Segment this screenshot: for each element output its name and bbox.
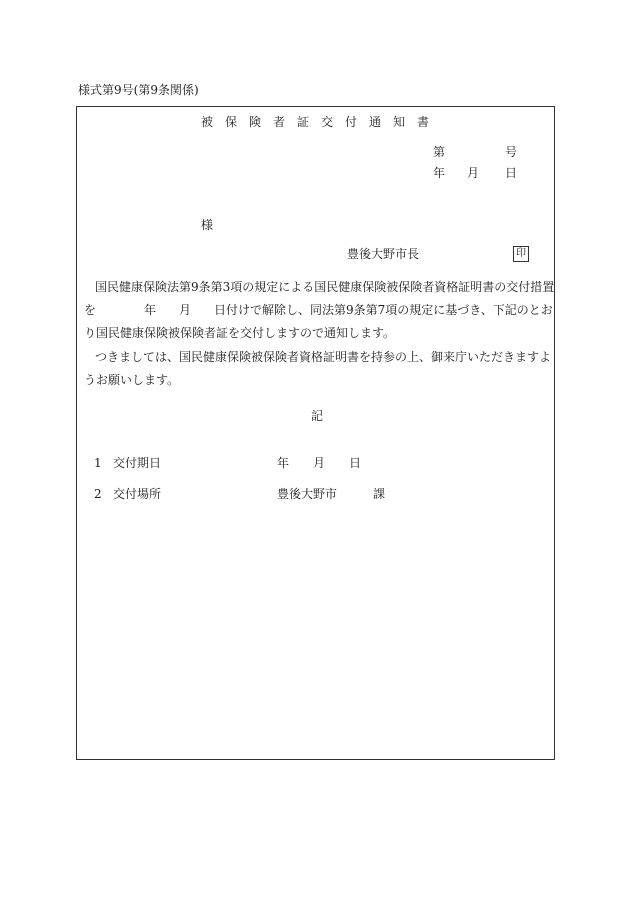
addressee-suffix: 様 (201, 218, 214, 232)
date-year: 年 (433, 166, 446, 180)
body-paragraph-2-line-1: つきましては、国民健康保険被保険者資格証明書を持参の上、御来庁いただきますよ (95, 350, 552, 364)
form-number-label: 様式第9号(第9条関係) (78, 83, 199, 97)
document-title: 被保険者証交付通知書 (201, 115, 442, 129)
item-1-month: 月 (313, 456, 326, 470)
body-paragraph-1-line-3: り国民健康保険被保険者証を交付しますので通知します。 (84, 326, 396, 340)
body-paragraph-2-line-2: うお願いします。 (84, 373, 180, 387)
seal-mark: 印 (513, 246, 529, 262)
item-1-year: 年 (277, 456, 290, 470)
item-1-label: 交付期日 (113, 456, 162, 470)
document-frame (76, 106, 555, 760)
date-day: 日 (505, 166, 518, 180)
ki-heading: 記 (311, 409, 324, 423)
item-2-number: 2 (94, 487, 102, 501)
item-1-day: 日 (349, 456, 362, 470)
body-paragraph-1-year: 年 (144, 303, 157, 317)
body-paragraph-1-line-1: 国民健康保険法第9条第3項の規定による国民健康保険被保険者資格証明書の交付措置 (95, 280, 555, 294)
body-paragraph-1-line-2-rest: 日付けで解除し、同法第9条第7項の規定に基づき、下記のとお (214, 303, 553, 317)
date-month: 月 (467, 166, 480, 180)
item-2-city: 豊後大野市 (277, 487, 338, 501)
item-2-section: 課 (373, 487, 386, 501)
number-suffix: 号 (505, 145, 518, 159)
number-prefix: 第 (433, 145, 446, 159)
item-1-number: 1 (94, 456, 102, 470)
issuer-name: 豊後大野市長 (347, 247, 420, 261)
body-paragraph-1-month: 月 (179, 303, 192, 317)
body-paragraph-1-line-2-start: を (84, 303, 97, 317)
item-2-label: 交付場所 (113, 487, 162, 501)
